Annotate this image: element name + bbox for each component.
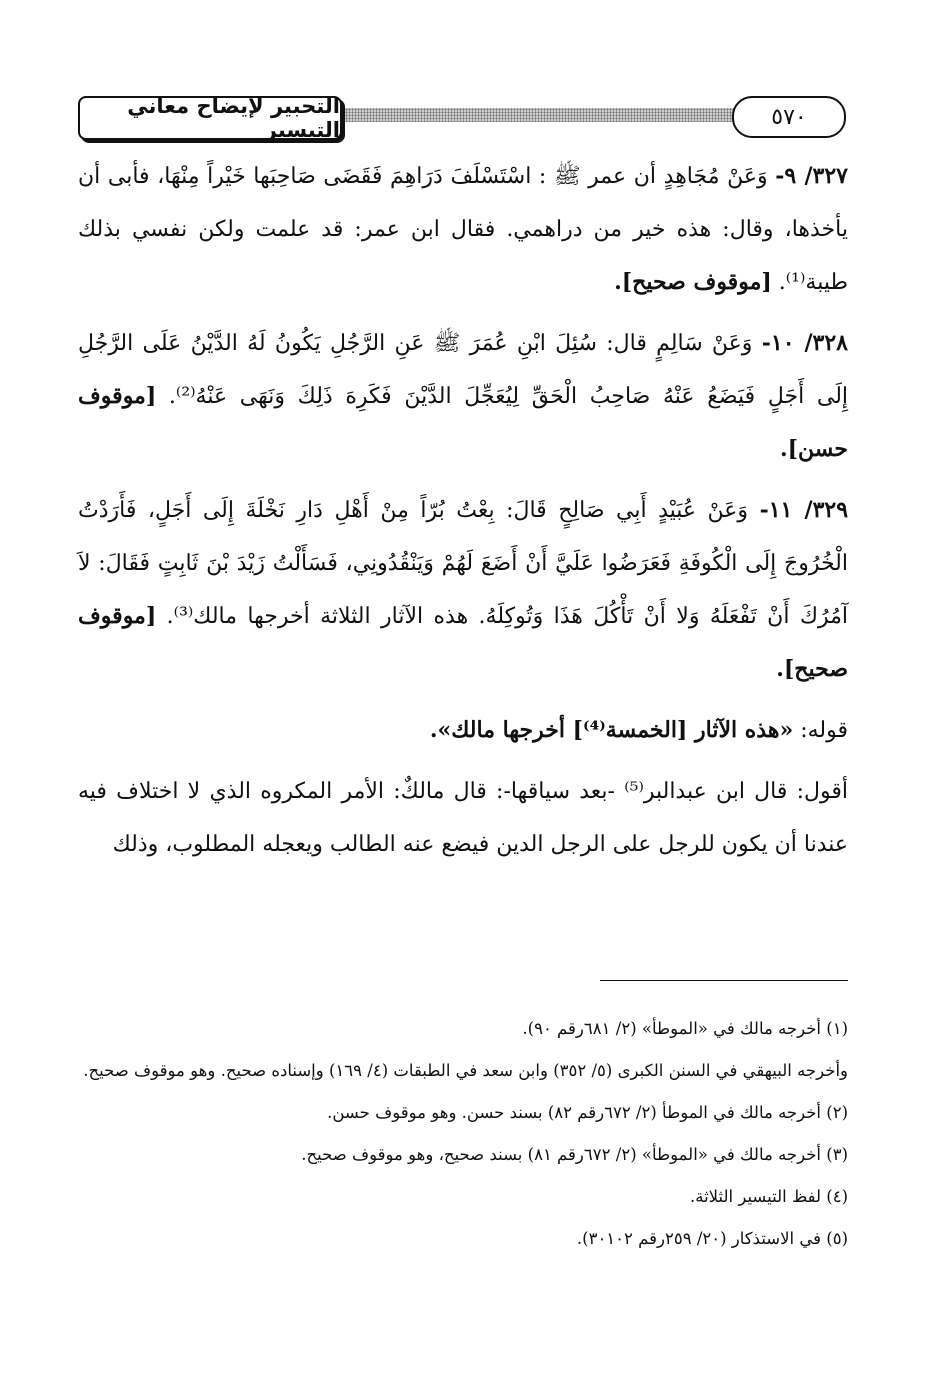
page-number: ٥٧٠: [732, 96, 846, 138]
hadith-text: وَعَنْ مُجَاهِدٍ أن عمر ﷺ : اسْتَسْلَفَ دَرَاهِمَ فَقَضَى صَاحِبَها خَيْراً مِنْهَا، فأبى أن يأخذها، وقال: هذه خير من دراهمي. فقال ابن عمر: قد علمت ولكن نفسي بذلك طيبة⁽¹⁾.: [78, 164, 848, 295]
running-header: [78, 96, 846, 146]
main-text: [78, 150, 848, 871]
commentary-quote: [78, 704, 848, 757]
hadith-number: ٣٢٧/ ٩-: [775, 163, 848, 189]
quote-lead: قوله:: [800, 718, 848, 743]
hadith-text: وَعَنْ عُبَيْدٍ أَبِي صَالِحٍ قَالَ: بِعْتُ بُرّاً مِنْ أَهْلِ دَارِ نَخْلَةَ إِلَى أَجَلٍ، فَأَرَدْتُ الْخُرُوجَ إِلَى الْكُوفَةِ فَعَرَضُوا عَلَيَّ أَنْ أَضَعَ لَهُمْ وَيَنْقُدُونِي، فَسَأَلْتُ زَيْدَ بْنَ ثَابِتٍ فَقَالَ: لاَ آمُرُكَ أَنْ تَفْعَلَهُ وَلا أَنْ تَأْكُلَ هَذَا وَتُوكِلَهُ. هذه الآثار الثلاثة أخرجها مالك⁽³⁾.: [78, 498, 848, 629]
footnote-separator: [600, 980, 848, 981]
footnotes: [78, 1010, 848, 1258]
hadith-grade: [موقوف صحيح].: [78, 603, 848, 682]
header-ornament-rule: [328, 108, 736, 122]
quoted-text: «هذه الآثار [الخمسة⁽⁴⁾] أخرجها مالك».: [429, 717, 794, 743]
book-title: التحبير لإيضاح معاني التيسير: [78, 96, 342, 140]
hadith-327: [78, 150, 848, 309]
footnote-1: (١) أخرجه مالك في «الموطأ» (٢/ ٦٨١رقم ٩٠).: [522, 1019, 848, 1038]
hadith-text: وَعَنْ سَالِمٍ قال: سُئِلَ ابْنِ عُمَرَ ﷺ عَنِ الرَّجُلِ يَكُونُ لَهُ الدَّيْنُ عَلَى الرَّجُلِ إِلَى أَجَلٍ فَيَضَعُ عَنْهُ صَاحِبُ الْحَقِّ لِيُعَجِّلَ الدَّيْنَ فَكَرِهَ ذَلِكَ وَنَهَى عَنْهُ⁽²⁾.: [78, 331, 849, 409]
footnote-3: (٣) أخرجه مالك في «الموطأ» (٢/ ٦٧٢رقم ٨١) بسند صحيح، وهو موقوف صحيح.: [301, 1145, 848, 1164]
commentary-paragraph: [78, 765, 848, 871]
hadith-grade: [موقوف حسن].: [78, 383, 848, 462]
hadith-328: [78, 317, 848, 476]
footnote-4: (٤) لفظ التيسير الثلاثة.: [689, 1187, 848, 1206]
commentary-text: أقول: قال ابن عبدالبر⁽⁵⁾ -بعد سياقها-: قال مالكٌ: الأمر المكروه الذي لا اختلاف فيه عندنا أن يكون للرجل على الرجل الدين فيضع عنه الطالب ويعجله المطلوب، وذلك: [78, 779, 848, 857]
footnote-2: (٢) أخرجه مالك في الموطأ (٢/ ٦٧٢رقم ٨٢) بسند حسن. وهو موقوف حسن.: [327, 1103, 848, 1122]
hadith-329: [78, 484, 848, 696]
footnote-5: (٥) في الاستذكار (٢٠/ ٢٥٩رقم ٣٠١٠٢).: [576, 1229, 848, 1248]
hadith-number: ٣٢٩/ ١١-: [759, 497, 849, 523]
hadith-grade: [موقوف صحيح].: [614, 269, 772, 295]
footnote-1-continued: وأخرجه البيهقي في السنن الكبرى (٥/ ٣٥٢) وابن سعد في الطبقات (٤/ ١٦٩) وإسناده صحيح. وهو موقوف صحيح.: [83, 1061, 848, 1080]
hadith-number: ٣٢٨/ ١٠-: [761, 330, 848, 356]
